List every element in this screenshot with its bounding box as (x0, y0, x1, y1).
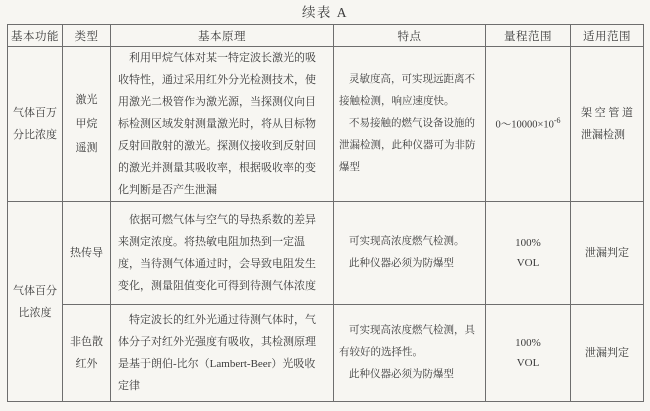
function-ppm-text: 气体百万分比浓度 (13, 107, 57, 141)
table-row-ndir (8, 305, 644, 402)
cell-application-thermal (571, 202, 644, 305)
function-percent-text: 气体百分比浓度 (13, 284, 57, 319)
type-laser-methane-text: 激光甲烷遥测 (75, 94, 98, 154)
type-ndir-text: 非色散红外 (70, 336, 103, 370)
cell-type-ndir (63, 305, 111, 402)
col-header-principle: 基本原理 (111, 25, 334, 47)
header-row (8, 25, 644, 47)
cell-function-ppm (8, 47, 63, 202)
cell-type-laser-methane (63, 47, 111, 202)
table-title: 续表 A (301, 5, 349, 20)
cell-range-thermal (486, 202, 571, 305)
application-text: 架空管道泄漏检测 (581, 107, 633, 141)
cell-function-percent (8, 202, 63, 402)
col-header-type: 类型 (63, 25, 111, 47)
range-percent: 100% (515, 337, 541, 349)
cell-application-ndir (571, 305, 644, 402)
cell-principle-thermal (111, 202, 334, 305)
range-unit: VOL (516, 357, 540, 369)
col-header-features: 特点 (334, 25, 486, 47)
table-row-thermal-conduction (8, 202, 644, 305)
cell-range-laser-methane (486, 47, 571, 202)
cell-features-ndir (334, 305, 486, 402)
cell-features-laser-methane (334, 47, 486, 202)
feature-paragraph: 灵敏度高，可实现远距离不接触检测，响应速度快。 (339, 74, 475, 107)
feature-paragraph: 不易接触的燃气设备设施的泄漏检测，此种仪器可为非防爆型 (339, 118, 476, 173)
cell-range-ndir (486, 305, 571, 402)
principle-laser-methane-text: 利用甲烷气体对某一特定波长激光的吸收特性，通过采用红外分光检测技术，使用激光二极管作为激光源，当探测仪向目标检测区域发射测量激光时，将从目标物反射回散射的激光。探测仪接收到反射回的激光并测量其吸收率，根据吸收率的变化判断是否产生泄漏 (118, 52, 316, 196)
cell-application-laser-methane (571, 47, 644, 202)
principle-ndir-text: 特定波长的红外光通过待测气体时，气体分子对红外光强度有吸收，其检测原理是基于朗伯-比尔（Lambert-Beer）光吸收定律 (118, 314, 316, 392)
range-exponent: -6 (553, 116, 561, 126)
feature-paragraph: 可实现高浓度燃气检测，具有较好的选择性。 (339, 325, 475, 358)
feature-paragraph: 可实现高浓度燃气检测。 (349, 236, 465, 247)
application-text: 泄漏判定 (585, 247, 629, 259)
feature-paragraph: 此种仪器必须为防爆型 (349, 258, 454, 269)
gas-detection-table (7, 24, 644, 402)
range-unit: VOL (516, 257, 540, 269)
range-percent: 100% (515, 237, 541, 249)
col-header-application: 适用范围 (571, 25, 644, 47)
range-value: 0～10000×10 (495, 119, 554, 131)
principle-thermal-text: 依据可燃气体与空气的导热系数的差异来测定浓度。将热敏电阻加热到一定温度，当待测气体通过时，会导致电阻发生变化，测量阻值变化可得到待测气体浓度 (118, 214, 316, 292)
cell-features-thermal (334, 202, 486, 305)
col-header-range: 量程范围 (486, 25, 571, 47)
feature-paragraph: 此种仪器必须为防爆型 (349, 369, 454, 380)
col-header-basic-function: 基本功能 (8, 25, 63, 47)
type-thermal-text: 热传导 (70, 247, 103, 259)
table-row-laser-methane (8, 47, 644, 202)
cell-type-thermal (63, 202, 111, 305)
cell-principle-laser-methane (111, 47, 334, 202)
cell-principle-ndir (111, 305, 334, 402)
application-text: 泄漏判定 (585, 347, 629, 359)
